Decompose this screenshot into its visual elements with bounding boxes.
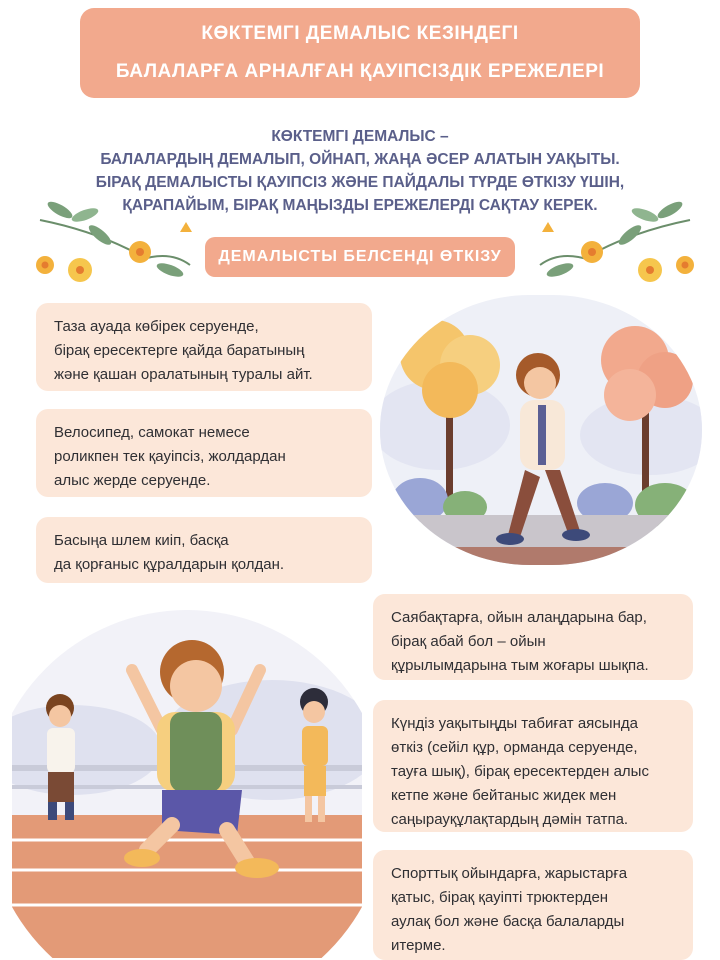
tip-text: Күндіз уақытыңды табиғат аясында өткіз (сейіл құр, орманда серуенде, тауға шық), бірақ ересектерден алыс кетпе және бейтаныс жидек мен саңырауқұлақтардың дәмін татпа. <box>391 715 649 828</box>
section-heading: ДЕМАЛЫСТЫ БЕЛСЕНДІ ӨТКІЗУ <box>205 237 515 277</box>
floral-decoration-right <box>520 190 700 290</box>
intro-line-3: БІРАҚ ДЕМАЛЫСТЫ ҚАУІПСІЗ ЖӘНЕ ПАЙДАЛЫ ТҮРДЕ ӨТКІЗУ ҮШІН, <box>95 174 625 191</box>
tip-card <box>373 850 693 960</box>
tip-text: Велосипед, самокат немесе роликпен тек қауіпсіз, жолдардан алыс жерде серуенде. <box>54 424 286 489</box>
tip-card <box>36 517 372 583</box>
intro-line-1: КӨКТЕМГІ ДЕМАЛЫС – <box>271 128 449 145</box>
flower-icon <box>36 256 54 274</box>
intro-line-2: БАЛАЛАРДЫҢ ДЕМАЛЫП, ОЙНАП, ЖАҢА ӘСЕР АЛАТЫН УАҚЫТЫ. <box>100 151 620 168</box>
tip-text: Басыңа шлем киіп, басқа да қорғаныс құралдарын қолдан. <box>54 532 285 573</box>
tip-card <box>373 700 693 832</box>
walking-boy-illustration <box>380 295 702 565</box>
tip-text: Саябақтарға, ойын алаңдарына бар, бірақ абай бол – ойын құрылымдарына тым жоғары шықпа. <box>391 609 649 674</box>
title-line-2: БАЛАЛАРҒА АРНАЛҒАН ҚАУІПСІЗДІК ЕРЕЖЕЛЕРІ <box>115 61 605 82</box>
intro-line-4: ҚАРАПАЙЫМ, БІРАҚ МАҢЫЗДЫ ЕРЕЖЕЛЕРДІ САҚТАУ КЕРЕК. <box>122 197 598 214</box>
title-line-1: КӨКТЕМГІ ДЕМАЛЫС КЕЗІНДЕГІ <box>201 23 519 44</box>
tip-card <box>36 409 372 497</box>
floral-decoration-left <box>30 190 210 290</box>
tip-text: Таза ауада көбірек серуенде, бірақ ересектерге қайда баратының және қашан оралатының туралы айт. <box>54 318 313 383</box>
tip-text: Спорттық ойындарға, жарыстарға қатыс, бірақ қауіпті трюктерден аулақ бол және басқа балаларды итерме. <box>391 865 628 954</box>
running-kids-illustration <box>12 600 362 958</box>
title-banner <box>80 8 640 98</box>
tip-card <box>36 303 372 391</box>
tip-card <box>373 594 693 680</box>
